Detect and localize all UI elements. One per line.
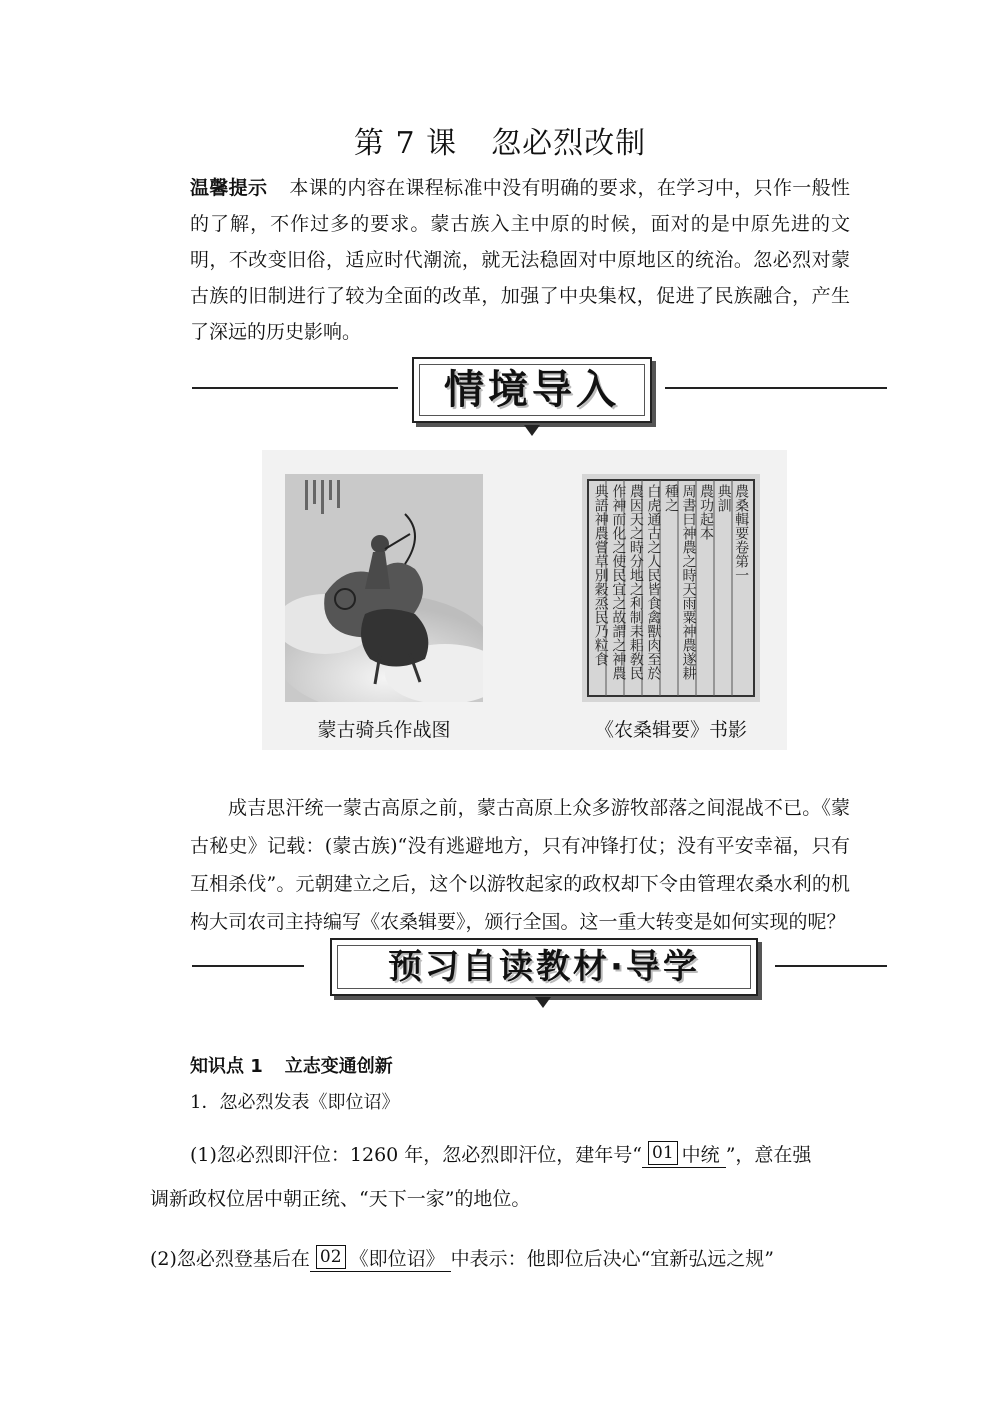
banner2-right-rule	[775, 965, 887, 967]
book-column: 農因天之時分地之利制耒耜敎民	[627, 484, 644, 680]
banner-situation-intro	[412, 357, 652, 423]
book-column: 農桑輯要卷第一	[733, 484, 750, 582]
line2-post: 中表示：他即位后决心“宜新弘远之规”	[450, 1248, 775, 1270]
blank-number-box: 02	[316, 1245, 346, 1269]
nongsang-jiyao-book-image	[582, 474, 760, 702]
banner1-right-rule	[665, 387, 887, 389]
blank-02	[310, 1244, 451, 1272]
page-title	[0, 118, 1000, 162]
intro-paragraph: 成吉思汗统一蒙古高原之前，蒙古高原上众多游牧部落之间混战不已。《蒙古秘史》记载：(蒙古族)“没有逃避地方，只有冲锋打仗；没有平安幸福，只有互相杀伐”。元朝建立之后，这个以游牧起家的政权却下令由管理农桑水利的机构大司农司主持编写《农桑辑要》，颁行全国。这一重大转变是如何实现的呢？	[190, 797, 850, 933]
caption-cavalry: 蒙古骑兵作战图	[317, 719, 451, 741]
fill-line-1	[190, 1140, 850, 1168]
book-columns	[582, 484, 760, 694]
banner1-text: 情境导入	[444, 367, 620, 413]
fill-line-2	[150, 1244, 774, 1272]
banner1-arrow-icon	[524, 425, 540, 436]
blank-number-box: 01	[648, 1141, 678, 1165]
lesson-name: 忽必烈改制	[491, 126, 647, 161]
line2-pre: (2)忽必烈登基后在	[150, 1248, 310, 1270]
blank-answer: 中统	[681, 1144, 720, 1166]
book-column: 農功起本	[698, 484, 715, 540]
item-1-heading: 1．忽必烈发表《即位诏》	[190, 1092, 400, 1113]
tip-text: 本课的内容在课程标准中没有明确的要求，在学习中，只作一般性的了解，不作过多的要求。蒙古族入主中原的时候，面对的是中原先进的文明，不改变旧俗，适应时代潮流，就无法稳固对中原地区的统治。忽必烈对蒙古族的旧制进行了较为全面的改革，加强了中央集权，促进了民族融合，产生了深远的历史影响。	[190, 177, 850, 343]
knowledge-point-heading	[190, 1052, 393, 1078]
line1-post: ”，意在强	[725, 1144, 812, 1166]
blank-answer: 《即位诏》	[349, 1248, 445, 1270]
banner2-left-rule	[192, 965, 304, 967]
banner2-text: 预习自读教材·导学	[388, 947, 700, 987]
caption-book: 《农桑辑要》书影	[594, 719, 747, 741]
lesson-number: 第 7 课	[353, 126, 458, 161]
banner2-arrow-icon	[535, 997, 551, 1008]
book-column: 種之	[662, 484, 679, 512]
mongol-cavalry-image	[285, 474, 483, 702]
banner-preview-reading	[330, 938, 758, 996]
kp-label: 知识点 1	[190, 1056, 263, 1077]
tip-label: 温馨提示	[190, 177, 268, 199]
cavalry-illustration	[285, 474, 483, 702]
blank-01	[642, 1140, 726, 1168]
book-column: 典語神農嘗草別穀烝民乃粒食	[592, 484, 609, 666]
book-column: 周書曰神農之時天雨粟神農遂耕	[680, 484, 697, 680]
tip-paragraph	[190, 170, 850, 350]
book-column: 白虎通古之人民皆食禽獸肉至於	[645, 484, 662, 680]
banner1-left-rule	[192, 387, 398, 389]
book-column: 作神而化之使民宜之故謂之神農	[610, 484, 627, 680]
book-column: 典訓	[715, 484, 732, 512]
line1-pre: (1)忽必烈即汗位：1260 年，忽必烈即汗位，建年号“	[190, 1144, 643, 1166]
kp-title: 立志变通创新	[284, 1056, 393, 1077]
fill-line-1-cont: 调新政权位居中朝正统、“天下一家”的地位。	[150, 1188, 531, 1210]
